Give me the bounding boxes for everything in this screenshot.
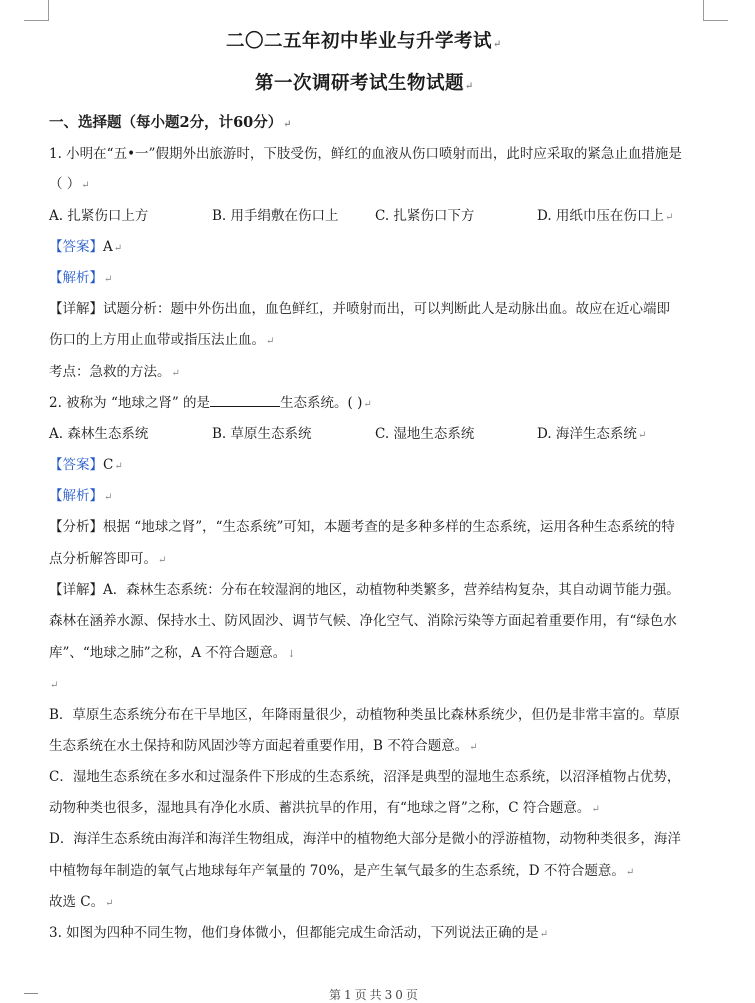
q2-option-b: B. 草原生态系统 xyxy=(212,426,312,442)
q2-fenxi-cont: 点分析解答即可。↵ xyxy=(49,551,167,567)
q2-analysis-label: 【解析】↵ xyxy=(49,488,113,504)
q1-detail: 【详解】试题分析：题中外伤出血，血色鲜红，并喷射而出，可以判断此人是动脉出血。故应在近心端即 xyxy=(49,301,670,317)
crop-mark-top-right xyxy=(703,0,728,21)
q2-detail-d-cont: 中植物每年制造的氧气占地球每年产氧量的 70%，是产生氧气最多的生态系统，D 不符合题意。↵ xyxy=(49,863,635,879)
q1-stem-cont: （ ）↵ xyxy=(49,176,90,192)
q2-detail-a: 【详解】A．森林生态系统：分布在较湿润的地区，动植物种类繁多，营养结构复杂，其自动调节能力强。 xyxy=(49,582,680,598)
section-heading: 一、选择题（每小题2分，计60分）↵ xyxy=(49,114,292,131)
q1-knowledge-point: 考点：急救的方法。↵ xyxy=(49,364,180,380)
q2-detail-a-cont: 森林在涵养水源、保持水土、防风固沙、调节气候、净化空气、消除污染等方面起着重要作用，有“绿色水 xyxy=(49,613,677,629)
q1-option-d: D. 用纸巾压在伤口上↵ xyxy=(537,208,674,224)
q2-option-a: A. 森林生态系统 xyxy=(49,426,149,442)
empty-paragraph: ↵ xyxy=(50,680,59,691)
crop-mark-bottom-left xyxy=(24,993,38,994)
q2-answer: 【答案】C↵ xyxy=(49,457,123,473)
q2-conclusion: 故选 C。↵ xyxy=(49,894,114,910)
q1-detail-cont: 伤口的上方用止血带或指压法止血。↵ xyxy=(49,332,275,348)
q1-stem: 1. 小明在“五•一”假期外出旅游时，下肢受伤，鲜红的血液从伤口喷射而出，此时应采取的紧急止血措施是 xyxy=(49,146,682,162)
q2-option-c: C. 湿地生态系统 xyxy=(375,426,475,442)
q2-option-d: D. 海洋生态系统↵ xyxy=(537,426,647,442)
q2-detail-b: B．草原生态系统分布在干旱地区，年降雨量很少，动植物种类虽比森林系统少，但仍是非常丰富的。草原 xyxy=(49,707,680,723)
q2-stem: 2. 被称为 “地球之肾” 的是 生态系统。( )↵ xyxy=(49,395,372,411)
q2-detail-a-end: 库”、“地球之肺”之称，A 不符合题意。↓ xyxy=(49,645,296,661)
q2-detail-b-cont: 生态系统在水土保持和防风固沙等方面起着重要作用，B 不符合题意。↵ xyxy=(49,738,478,754)
title-line-2: 第一次调研考试生物试题↵ xyxy=(255,73,474,94)
q1-option-a: A. 扎紧伤口上方 xyxy=(49,208,149,224)
q1-option-c: C. 扎紧伤口下方 xyxy=(375,208,475,224)
q2-detail-d: D．海洋生态系统由海洋和海洋生物组成，海洋中的植物绝大部分是微小的浮游植物，动物种类很多，海洋 xyxy=(49,831,681,847)
q2-detail-c-cont: 动物种类也很多，湿地具有净化水质、蓄洪抗旱的作用，有“地球之肾”之称，C 符合题意。↵ xyxy=(49,800,600,816)
q2-fenxi: 【分析】根据 “地球之肾”，“生态系统”可知，本题考查的是多种多样的生态系统，运用各种生态系统的特 xyxy=(49,519,675,535)
fill-blank xyxy=(210,393,280,407)
page-footer: 第1页共30页 xyxy=(329,988,421,1002)
title-line-1: 二〇二五年初中毕业与升学考试↵ xyxy=(226,31,502,52)
crop-mark-top-left xyxy=(24,0,49,21)
q3-stem: 3. 如图为四种不同生物，他们身体微小，但都能完成生命活动，下列说法正确的是↵ xyxy=(49,925,549,941)
q1-answer: 【答案】A↵ xyxy=(49,239,123,255)
q1-option-b: B. 用手绢敷在伤口上 xyxy=(212,208,339,224)
q2-detail-c: C．湿地生态系统在多水和过湿条件下形成的生态系统，沼泽是典型的湿地生态系统，以沼泽植物占优势， xyxy=(49,769,681,785)
q1-analysis-label: 【解析】↵ xyxy=(49,270,113,286)
